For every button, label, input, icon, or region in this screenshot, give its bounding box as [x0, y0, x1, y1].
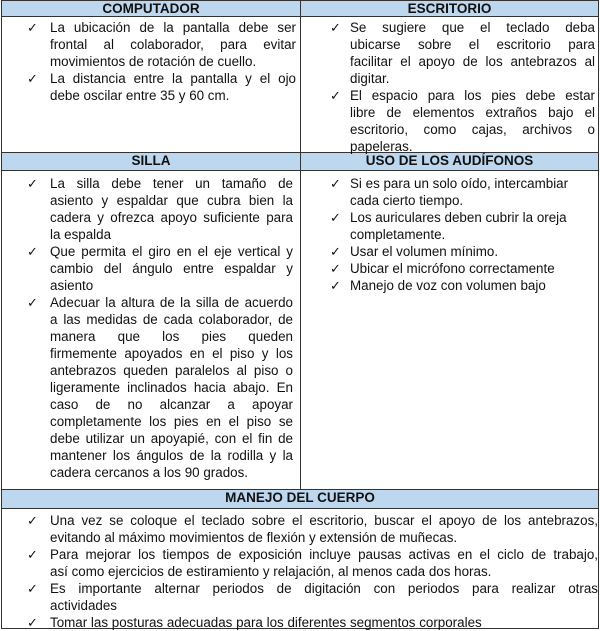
silla-item-line: la espalda: [50, 227, 112, 242]
computador-item-line: frontal al colaborador, para evitar: [50, 37, 296, 52]
silla-item-line: La silla debe tener un tamaño de: [50, 176, 293, 191]
silla-item-line: a las medidas de cada colaborador, de: [50, 312, 293, 327]
audifonos-header: USO DE LOS AUDÍFONOS: [300, 152, 599, 171]
escritorio-item-line: facilitar el apoyo de los antebrazos al: [350, 54, 595, 69]
audifonos-item-line: Si es para un solo oído, intercambiar: [350, 176, 569, 191]
escritorio-header: ESCRITORIO: [300, 0, 599, 17]
silla-item-line: asiento: [50, 278, 94, 293]
audifonos-check-icon: ✓: [330, 176, 341, 191]
audifonos-check-icon: ✓: [330, 210, 341, 225]
escritorio-item-line: escritorio, como cajas, archivos o: [350, 122, 595, 137]
computador-item-line: debe oscilar entre 35 y 60 cm.: [50, 88, 230, 103]
cuerpo-check-icon: ✓: [27, 513, 38, 528]
escritorio-check-icon: ✓: [330, 88, 341, 103]
computador-check-icon: ✓: [27, 20, 38, 35]
silla-check-icon: ✓: [27, 295, 38, 310]
cuerpo-item-line: Para mejorar los tiempos de exposición incluye pausas activas en el ciclo de trabajo,: [50, 547, 598, 562]
audifonos-item-line: Usar el volumen mínimo.: [350, 244, 499, 259]
escritorio-item-line: ubicarse sobre el escritorio para: [350, 37, 595, 52]
cuerpo-check-icon: ✓: [27, 615, 38, 630]
silla-item-line: asiento y espaldar que cubra bien la: [50, 193, 293, 208]
computador-header: COMPUTADOR: [1, 0, 301, 17]
audifonos-item-line: completamente.: [350, 227, 446, 242]
silla-item-line: cadera y ofrezca apoyo suficiente para: [50, 210, 293, 225]
silla-item-line: cambio del ángulo entre espaldar y: [50, 261, 293, 276]
cuerpo-header: MANEJO DEL CUERPO: [1, 489, 599, 509]
silla-item-line: caso de no alcanzar a apoyar: [50, 397, 293, 412]
cuerpo-item-line: así como ejercicios de estiramiento y relajación, al menos cada dos horas.: [50, 564, 492, 579]
escritorio-item-line: libre de elementos extraños bajo el: [350, 105, 595, 120]
silla-item-line: antebrazos queden paralelos al piso o: [50, 363, 293, 378]
audifonos-item-line: Ubicar el micrófono correctamente: [350, 261, 555, 276]
cuerpo-item-line: Una vez se coloque el teclado sobre el escritorio, buscar el apoyo de los antebrazos,: [50, 513, 598, 528]
cuerpo-item-line: evitando al máximo movimientos de flexión y extensión de muñecas.: [50, 530, 458, 545]
escritorio-item-line: Se sugiere que el teclado deba: [350, 20, 595, 35]
computador-item-line: La ubicación de la pantalla debe ser: [50, 20, 296, 35]
silla-item-line: firmemente apoyados en el piso y los: [50, 346, 293, 361]
computador-item-line: La distancia entre la pantalla y el ojo: [50, 71, 296, 86]
cuerpo-item-line: Es importante alternar periodos de digitación con periodos para realizar otras: [50, 581, 598, 596]
cuerpo-item-line: Tomar las posturas adecuadas para los diferentes segmentos corporales: [50, 615, 482, 630]
silla-item-line: cadera cercanos a los 90 grados.: [50, 465, 249, 480]
silla-header: SILLA: [1, 152, 301, 171]
escritorio-item-line: El espacio para los pies debe estar: [350, 88, 595, 103]
cuerpo-check-icon: ✓: [27, 581, 38, 596]
cuerpo-check-icon: ✓: [27, 547, 38, 562]
silla-item-line: debe utilizar un apoyapié, con el fin de: [50, 431, 293, 446]
cuerpo-item-line: actividades: [50, 598, 117, 613]
silla-item-line: mantener los ángulos de la rodilla y la: [50, 448, 293, 463]
computador-item-line: movimientos de rotación de cuello.: [50, 54, 257, 69]
silla-item-line: ligeramente inclinados hacia abajo. En: [50, 380, 293, 395]
escritorio-item-line: digitar.: [350, 71, 390, 86]
escritorio-item-line: papeleras.: [350, 139, 413, 154]
audifonos-check-icon: ✓: [330, 261, 341, 276]
audifonos-item-line: cada cierto tiempo.: [350, 193, 464, 208]
silla-item-line: manera que los pies queden: [50, 329, 293, 344]
audifonos-item-line: Manejo de voz con volumen bajo: [350, 278, 546, 293]
audifonos-check-icon: ✓: [330, 244, 341, 259]
silla-check-icon: ✓: [27, 244, 38, 259]
audifonos-check-icon: ✓: [330, 278, 341, 293]
silla-item-line: Que permita el giro en el eje vertical y: [50, 244, 293, 259]
escritorio-check-icon: ✓: [330, 20, 341, 35]
audifonos-item-line: Los auriculares deben cubrir la oreja: [350, 210, 567, 225]
computador-check-icon: ✓: [27, 71, 38, 86]
silla-item-line: completamente los pies en el piso se: [50, 414, 293, 429]
silla-check-icon: ✓: [27, 176, 38, 191]
silla-item-line: Adecuar la altura de la silla de acuerdo: [50, 295, 293, 310]
